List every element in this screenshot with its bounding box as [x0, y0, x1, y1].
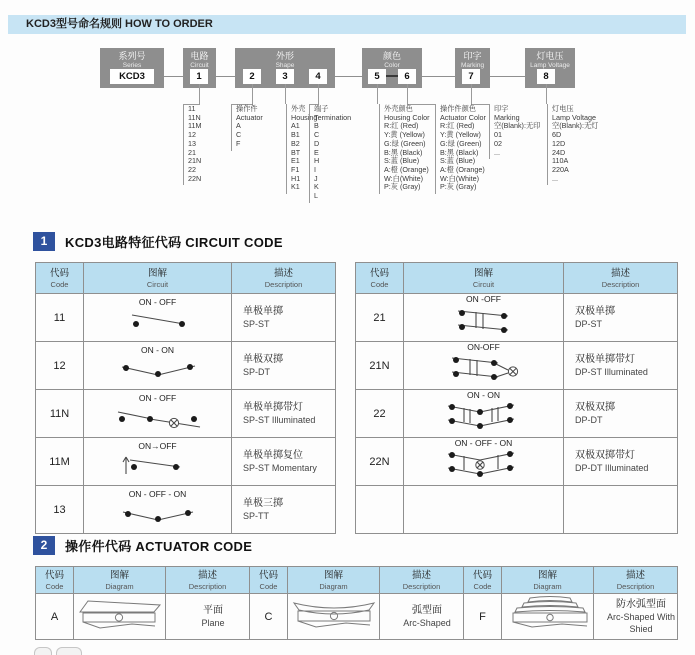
shape-code-chip-4: 4: [309, 69, 327, 84]
col-header-description: 描述 Description: [380, 567, 464, 594]
circuit-code: 13: [36, 486, 84, 534]
actuator-code-table: [35, 566, 678, 640]
actuator-diagram-cell: [288, 594, 380, 640]
actuator-color-list: [435, 104, 486, 194]
spst-momentary-circuit-icon: [88, 451, 228, 477]
diagram-label: ON -OFF: [466, 294, 501, 304]
table-row: [36, 438, 336, 486]
dpdt-circuit-icon: [414, 400, 554, 432]
drop-line: [199, 84, 200, 104]
col-header-diagram: 图解 Diagram: [288, 567, 380, 594]
actuator-code-list: [231, 104, 263, 151]
section1-heading: [33, 232, 283, 251]
list-header-cn: 灯电压: [552, 104, 574, 113]
list-item: 02: [494, 138, 502, 148]
list-item: 12: [188, 130, 196, 140]
list-item: Y:黄 (Yellow): [440, 130, 481, 140]
list-item: H: [314, 156, 320, 166]
circuit-diagram-cell: [84, 294, 232, 342]
cutoff-figure-fragment: [34, 647, 52, 655]
table-row: [356, 486, 678, 534]
list-item: W:白(White): [384, 173, 423, 183]
list-header-cn: 端子: [314, 104, 329, 113]
connector-line: [490, 76, 525, 77]
drop-line: [252, 84, 253, 104]
circuit-code: 22N: [356, 438, 404, 486]
list-item: S:蓝 (Blue): [440, 156, 476, 166]
list-item: 22: [188, 164, 196, 174]
section1-number-badge: 1: [33, 232, 55, 251]
list-item: 220A: [552, 164, 569, 174]
circuit-code: [356, 486, 404, 534]
circuit-code: 22: [356, 390, 404, 438]
circuit-diagram-cell: [84, 390, 232, 438]
circuit-code: 21N: [356, 342, 404, 390]
circuit-code-table-left: [35, 262, 336, 534]
section1-title: KCD3电路特征代码 CIRCUIT CODE: [65, 235, 283, 250]
circuit-diagram-cell: [404, 390, 564, 438]
list-header-en: Lamp Voltage: [552, 112, 596, 122]
list-item: E1: [291, 156, 300, 166]
list-item: B1: [291, 130, 300, 140]
description-cell: 防水弧型面 Arc-Shaped With Shied: [594, 594, 678, 640]
circuit-code: 11: [36, 294, 84, 342]
shield-actuator-icon: [502, 594, 594, 634]
col-header-circuit: 图解 Circuit: [404, 263, 564, 294]
marking-code-list: [489, 104, 540, 159]
list-item: S:蓝 (Blue): [384, 156, 420, 166]
list-item: 11M: [188, 121, 202, 131]
list-header-cn: 操作件: [236, 104, 258, 113]
description-cell: 单极单掷复位 SP-ST Momentary: [232, 438, 336, 486]
marking-code-chip: 7: [462, 69, 480, 84]
list-item: P:灰 (Gray): [384, 182, 421, 192]
actuator-diagram-cell: [74, 594, 166, 640]
list-header-cn: 印字: [494, 104, 509, 113]
col-header-description: 描述 Description: [594, 567, 678, 594]
list-item: B: [314, 121, 319, 131]
shape-code-chip-2: 2: [243, 69, 261, 84]
diagram-label: ON→OFF: [138, 441, 177, 451]
list-item: 13: [188, 138, 196, 148]
lamp-label-cn: 灯电压: [536, 51, 564, 61]
table-row: [36, 342, 336, 390]
description-cell: 单极单掷带灯 SP-ST Illuminated: [232, 390, 336, 438]
description-cell: 双极单掷 DP-ST: [564, 294, 678, 342]
circuit-diagram-cell: [404, 486, 564, 534]
list-header-en: Actuator Color: [440, 112, 486, 122]
col-header-code: 代码 Code: [356, 263, 404, 294]
list-item: G:绿 (Green): [440, 138, 482, 148]
color-label-cn: 颜色: [382, 51, 401, 61]
description-cell: 双极单掷带灯 DP-ST Illuminated: [564, 342, 678, 390]
list-header-cn: 操作件颜色: [440, 104, 476, 113]
termination-code-list: [309, 104, 351, 203]
list-item: I: [314, 164, 316, 174]
col-header-code: 代码 Code: [36, 567, 74, 594]
col-header-description: 描述 Description: [166, 567, 250, 594]
actuator-code: F: [464, 594, 502, 640]
connector-line: [335, 76, 362, 77]
col-header-code: 代码 Code: [36, 263, 84, 294]
diagram-label: ON-OFF: [467, 342, 500, 352]
connector-line: [216, 76, 235, 77]
table-row: [36, 486, 336, 534]
circuit-code-list: [183, 104, 201, 185]
col-header-diagram: 图解 Diagram: [74, 567, 166, 594]
header-row: [36, 263, 336, 294]
diagram-label: ON - ON: [466, 390, 501, 400]
list-item: K: [314, 182, 319, 192]
lamp-code-chip: 8: [537, 69, 555, 84]
chip-link-line: [386, 75, 398, 77]
circuit-code-chip: 1: [190, 69, 208, 84]
circuit-code: 21: [356, 294, 404, 342]
circuit-label-en: Circuit: [190, 62, 209, 69]
list-header-en: Marking: [494, 112, 520, 122]
list-item: A:橙 (Orange): [384, 164, 429, 174]
diagram-label: ON - OFF - ON: [454, 438, 513, 448]
list-header-en: Actuator: [236, 112, 263, 122]
list-item: Y:黄 (Yellow): [384, 130, 425, 140]
drop-line: [377, 84, 378, 104]
list-header-cn: 外壳: [291, 104, 306, 113]
list-item: A: [236, 121, 241, 131]
list-item: 空(Blank):无印: [494, 121, 541, 131]
circuit-diagram-cell: [404, 438, 564, 486]
description-cell: 双极双掷带灯 DP-DT Illuminated: [564, 438, 678, 486]
list-item: C: [236, 130, 242, 140]
list-item: 12D: [552, 138, 566, 148]
arc-actuator-icon: [288, 594, 380, 634]
drop-line: [285, 84, 286, 104]
section2-heading: [33, 536, 252, 555]
table-row: [356, 438, 678, 486]
page-title: KCD3型号命名规则 HOW TO ORDER: [8, 15, 686, 34]
list-item: 21N: [188, 156, 202, 166]
circuit-diagram-cell: [84, 438, 232, 486]
list-header-cn: 外壳颜色: [384, 104, 413, 113]
circuit-diagram-cell: [404, 342, 564, 390]
col-header-code: 代码 Code: [464, 567, 502, 594]
description-cell: 单极三掷 SP-TT: [232, 486, 336, 534]
circuit-code: 11M: [36, 438, 84, 486]
actuator-code: C: [250, 594, 288, 640]
list-item: L: [314, 191, 318, 201]
list-item: BT: [291, 147, 301, 157]
col-header-diagram: 图解 Diagram: [502, 567, 594, 594]
description-cell: 弧型面 Arc-Shaped: [380, 594, 464, 640]
circuit-code: 11N: [36, 390, 84, 438]
spst-illuminated-circuit-icon: [88, 403, 228, 429]
list-item: H1: [291, 173, 301, 183]
diagram-label: ON - ON: [140, 345, 175, 355]
connector-line: [164, 76, 183, 77]
list-header-en: Termination: [314, 112, 352, 122]
description-cell: 单极单掷 SP-ST: [232, 294, 336, 342]
list-item: B:黑 (Black): [384, 147, 423, 157]
drop-line: [407, 84, 408, 104]
circuit-diagram-cell: [84, 486, 232, 534]
list-header-en: Housing Color: [384, 112, 430, 122]
section2-title: 操作件代码 ACTUATOR CODE: [65, 539, 253, 554]
circuit-diagram-cell: [84, 342, 232, 390]
table-row: [356, 390, 678, 438]
list-header-en: Housing: [291, 112, 318, 122]
spst-circuit-icon: [88, 307, 228, 333]
description-cell: 双极双掷 DP-DT: [564, 390, 678, 438]
marking-label-cn: 印字: [463, 51, 482, 61]
marking-label-en: Marking: [460, 62, 485, 69]
color-code-chip-6: 6: [398, 69, 416, 84]
table-row: [36, 294, 336, 342]
spdt-circuit-icon: [88, 355, 228, 381]
col-header-description: 描述 Description: [232, 263, 336, 294]
list-item: F1: [291, 164, 300, 174]
list-item: P:灰 (Gray): [440, 182, 477, 192]
drop-line: [471, 84, 472, 104]
description-cell: 平面 Plane: [166, 594, 250, 640]
list-item: 空(Blank):无灯: [552, 121, 599, 131]
list-item: 01: [494, 130, 502, 140]
list-item: 110A: [552, 156, 569, 166]
description-cell: [564, 486, 678, 534]
list-item: 11N: [188, 112, 201, 122]
list-item: B:黑 (Black): [440, 147, 479, 157]
table-row: [356, 342, 678, 390]
list-item: C: [314, 130, 320, 140]
actuator-code: A: [36, 594, 74, 640]
list-item: ...: [552, 173, 558, 183]
drop-line: [318, 84, 319, 104]
list-item: 24D: [552, 147, 566, 157]
cutoff-figure-fragment: [56, 647, 82, 655]
connector-line: [422, 76, 455, 77]
circuit-code: 12: [36, 342, 84, 390]
list-item: J: [314, 173, 318, 183]
housing-color-list: [379, 104, 430, 194]
list-item: 22N: [188, 173, 202, 183]
list-item: 6D: [552, 130, 562, 140]
series-label-cn: 系列号: [118, 51, 146, 61]
drop-line: [546, 84, 547, 104]
list-item: R:红 (Red): [384, 121, 419, 131]
shape-code-chip-3: 3: [276, 69, 294, 84]
list-item: A:橙 (Orange): [440, 164, 485, 174]
shape-label-en: Shape: [275, 62, 295, 69]
list-item: F: [236, 138, 241, 148]
plane-actuator-icon: [74, 594, 166, 634]
table-row: [356, 294, 678, 342]
list-item: W:白(White): [440, 173, 479, 183]
list-item: G:绿 (Green): [384, 138, 426, 148]
list-item: 21: [188, 147, 196, 157]
list-item: K1: [291, 182, 300, 192]
color-code-chip-5: 5: [368, 69, 386, 84]
list-item: E: [314, 147, 319, 157]
circuit-diagram-cell: [404, 294, 564, 342]
dpdt-illuminated-circuit-icon: [414, 448, 554, 480]
diagram-label: ON - OFF: [138, 393, 177, 403]
table-row: [36, 594, 678, 640]
list-item: 11: [188, 104, 196, 113]
diagram-label: ON - OFF: [138, 297, 177, 307]
lamp-label-en: Lamp Voltage: [530, 62, 570, 69]
series-label-en: Series: [122, 62, 142, 69]
description-cell: 单极双掷 SP-DT: [232, 342, 336, 390]
col-header-circuit: 图解 Circuit: [84, 263, 232, 294]
list-item: A1: [291, 121, 300, 131]
list-item: B2: [291, 138, 300, 148]
diagram-label: ON - OFF - ON: [128, 489, 187, 499]
col-header-code: 代码 Code: [250, 567, 288, 594]
shape-label-cn: 外形: [275, 51, 294, 61]
header-row: [36, 567, 678, 594]
col-header-description: 描述 Description: [564, 263, 678, 294]
list-item: D: [314, 138, 320, 148]
actuator-diagram-cell: [502, 594, 594, 640]
sptt-circuit-icon: [88, 499, 228, 525]
section2-number-badge: 2: [33, 536, 55, 555]
table-row: [36, 390, 336, 438]
list-item: R:红 (Red): [440, 121, 475, 131]
color-label-en: Color: [384, 62, 400, 69]
circuit-code-table-right: [355, 262, 678, 534]
lamp-voltage-list: [547, 104, 598, 185]
header-row: [356, 263, 678, 294]
list-item: ...: [494, 147, 500, 157]
dpst-illuminated-circuit-icon: [414, 352, 554, 384]
series-code-chip: KCD3: [110, 69, 154, 84]
dpst-circuit-icon: [414, 304, 554, 336]
circuit-label-cn: 电路: [190, 51, 209, 61]
